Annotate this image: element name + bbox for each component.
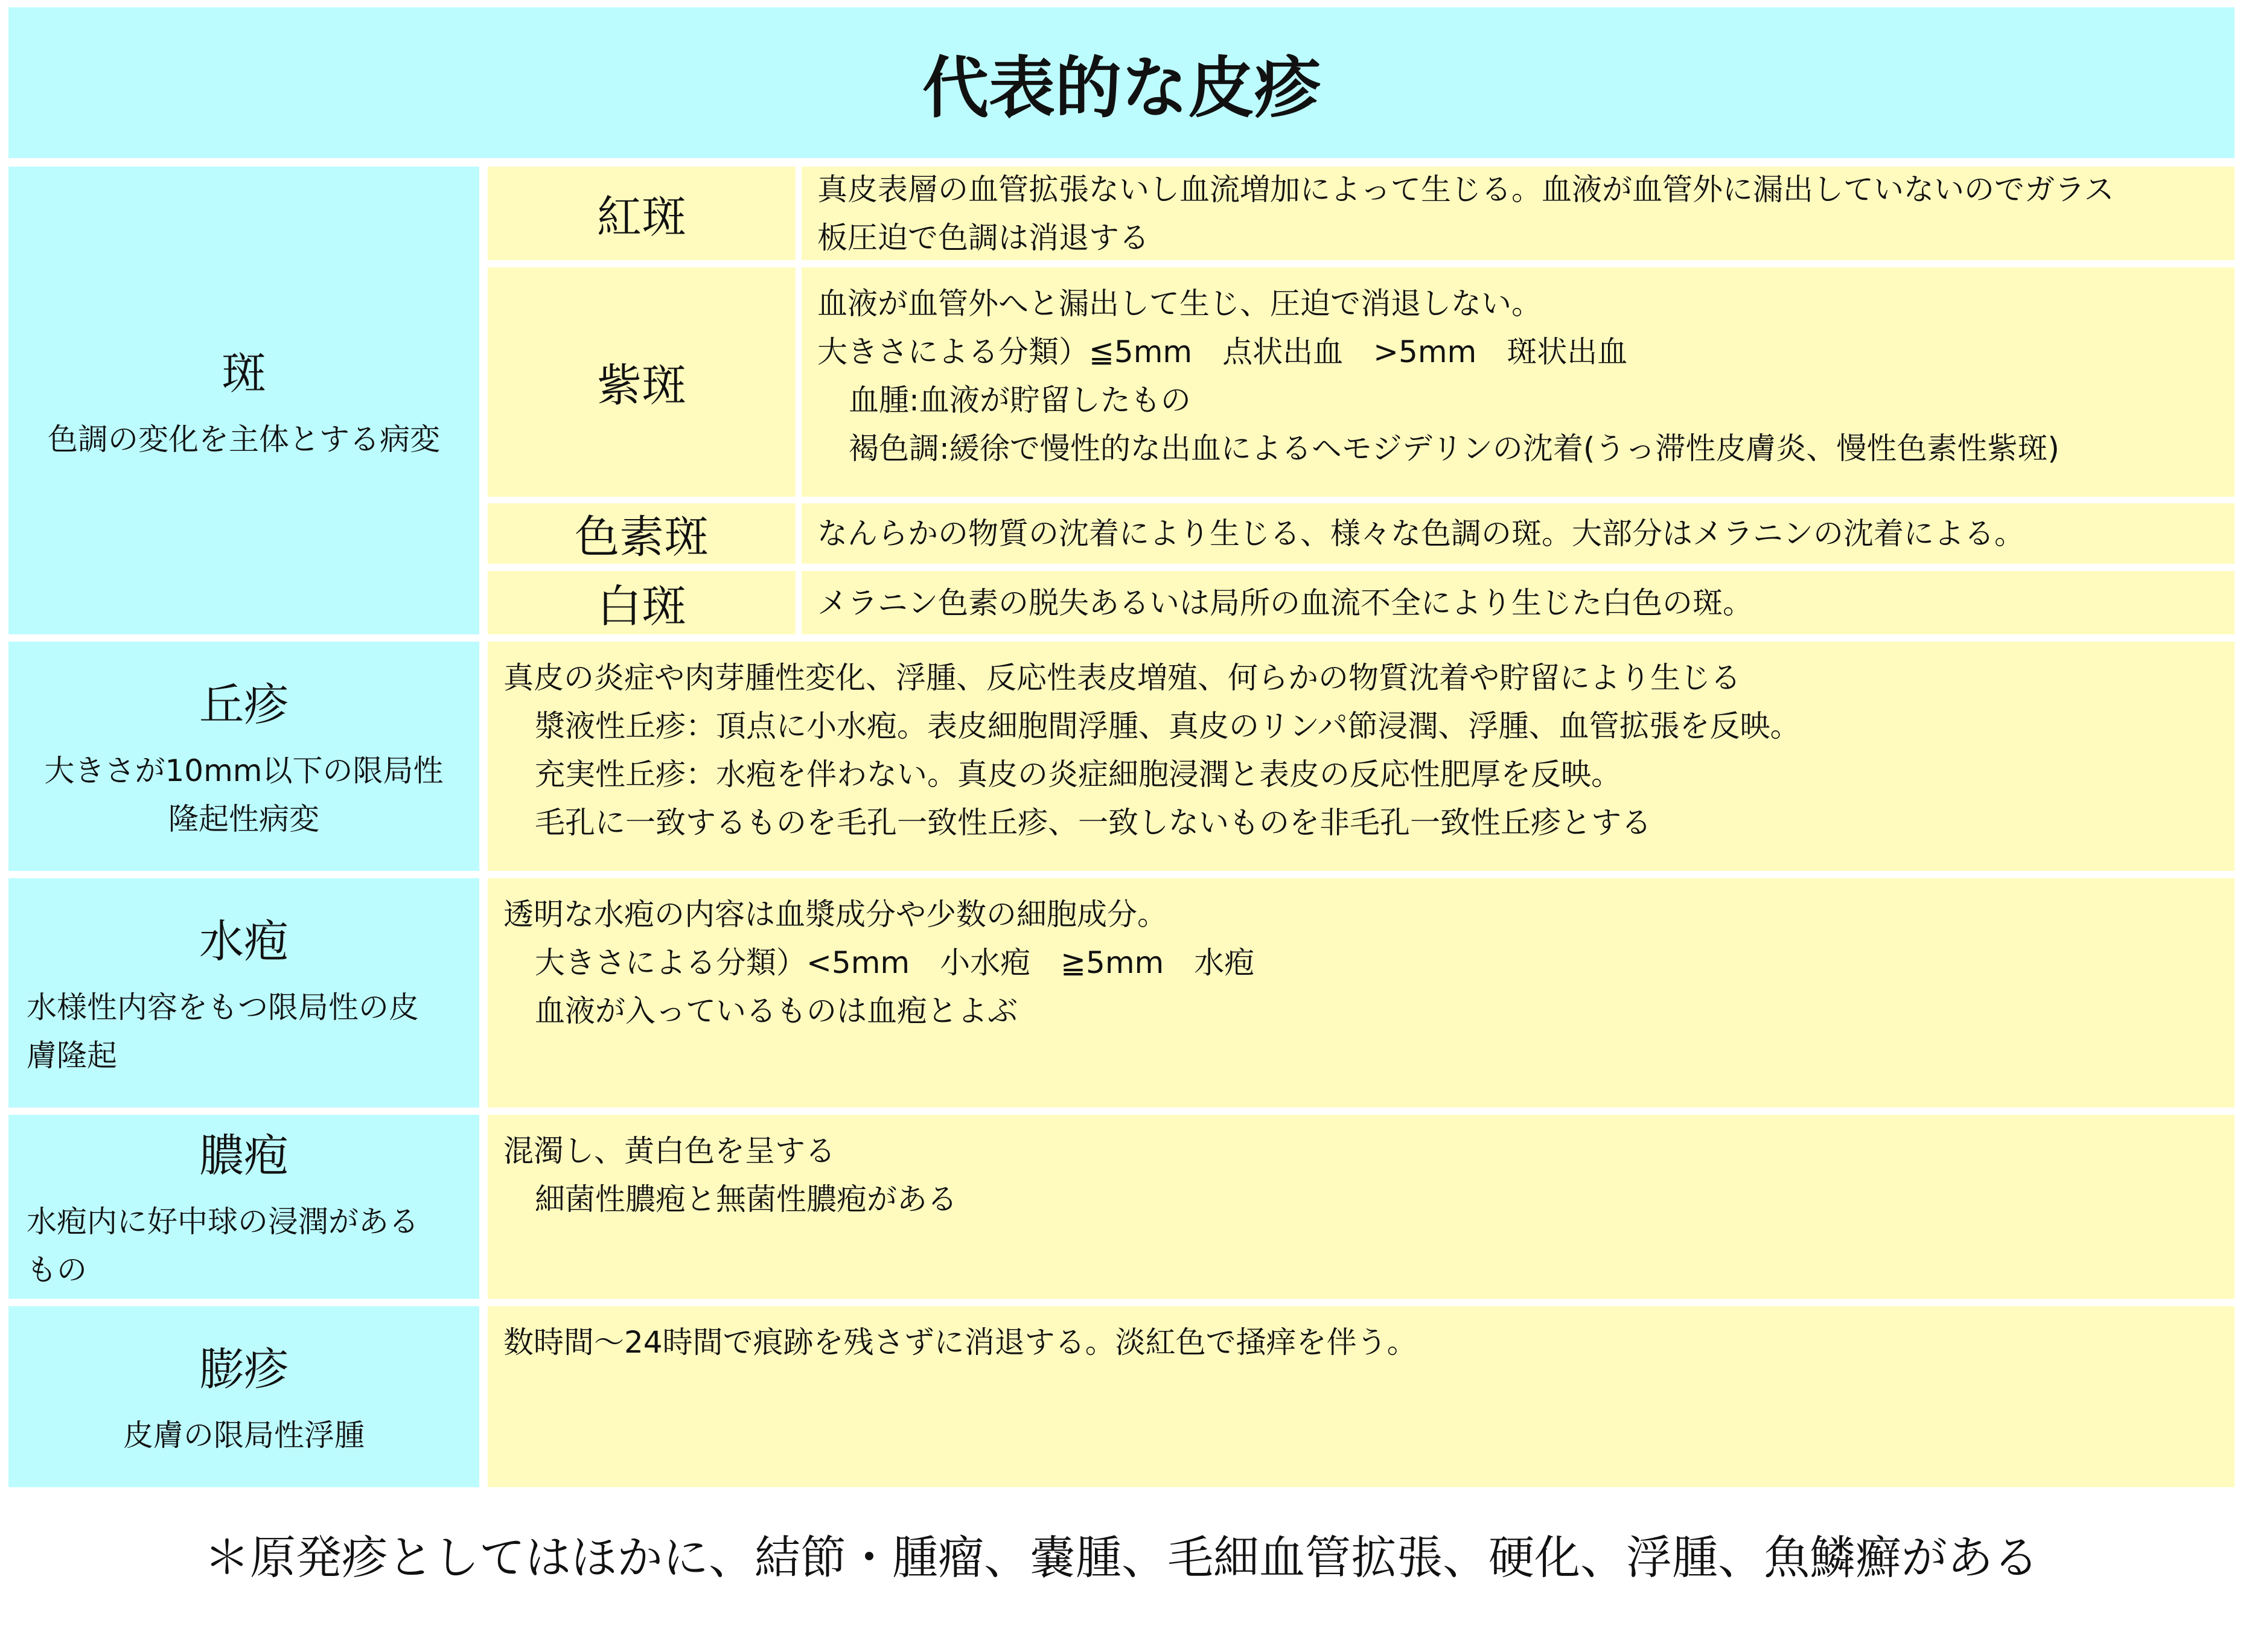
text-line: 血腫:血液が貯留したもの: [849, 383, 1191, 418]
text-line: 細菌性膿疱と無菌性膿疱がある: [535, 1182, 957, 1217]
text-line: 大きさによる分類）≦5mm 点状出血 >5mm 斑状出血: [817, 334, 1628, 369]
text-line: 血液が血管外へと漏出して生じ、圧迫で消退しない。: [817, 286, 1542, 321]
text-line: 充実性丘疹：水疱を伴わない。真皮の炎症細胞浸潤と表皮の反応性肥厚を反映。: [535, 757, 1621, 792]
category-desc: 皮膚の限局性浮腫: [123, 1418, 365, 1453]
text-line: 褐色調:緩徐で慢性的な出血によるヘモジデリンの沈着(うっ滞性皮膚炎、慢性色素性紫斑): [849, 431, 2060, 466]
page-title: 代表的な皮疹: [8, 7, 2235, 158]
text-line: 血液が入っているものは血疱とよぶ: [535, 993, 1018, 1029]
category-name: 丘疹: [199, 679, 289, 731]
subtype-shikisohan: 色素斑: [488, 503, 796, 564]
category-name: 斑: [222, 347, 266, 400]
category-desc: 水様性内容をもつ限局性の皮 膚隆起: [27, 990, 419, 1073]
text-line: 透明な水疱の内容は血漿成分や少数の細胞成分。: [503, 897, 1167, 932]
text-line: 漿液性丘疹：頂点に小水疱。表皮細胞間浮腫、真皮のリンパ節浸潤、浮腫、血管拡張を反映。: [535, 709, 1801, 744]
category-suiho: [8, 878, 479, 1108]
category-desc: 色調の変化を主体とする病変: [48, 421, 440, 457]
text-line: 毛孔に一致するものを毛孔一致性丘疹、一致しないものを非毛孔一致性丘疹とする: [535, 805, 1651, 840]
category-name: 膨疹: [199, 1344, 289, 1395]
subtype-hakuhan: 白斑: [488, 571, 796, 634]
desc-suiho: [488, 878, 2235, 1108]
text-line: なんらかの物質の沈着により生じる、様々な色調の斑。大部分はメラニンの沈着による。: [817, 516, 2024, 551]
text-line: 板圧迫で色調は消退する: [817, 220, 1149, 255]
category-desc: 大きさが10mm以下の限局性 隆起性病変: [44, 753, 444, 837]
category-noho: [8, 1115, 479, 1299]
desc-kyushin: [488, 642, 2235, 871]
text-line: 混濁し、黄白色を呈する: [503, 1134, 835, 1169]
footnote: ＊原発疹としてはほかに、結節・腫瘤、嚢腫、毛細血管拡張、硬化、浮腫、魚鱗癬がある: [204, 1531, 2039, 1584]
category-bokushin: [8, 1306, 479, 1487]
category-name: 水疱: [199, 916, 289, 968]
category-desc: 水疱内に好中球の浸潤がある もの: [27, 1204, 419, 1287]
desc-shikisohan: [802, 503, 2235, 564]
subtype-shihan: 紫斑: [488, 267, 796, 497]
text-line: 大きさによる分類）<5mm 小水疱 ≧5mm 水疱: [535, 945, 1255, 980]
text-line: 真皮の炎症や肉芽腫性変化、浮腫、反応性表皮増殖、何らかの物質沈着や貯留により生じる: [503, 660, 1741, 695]
text-line: 真皮表層の血管拡張ないし血流増加によって生じる。血液が血管外に漏出していないのでガラス: [817, 171, 2114, 207]
category-kyushin: [8, 642, 479, 871]
desc-noho: [488, 1115, 2235, 1299]
subtype-kohan: 紅斑: [488, 167, 796, 260]
desc-shihan: [802, 267, 2235, 497]
desc-kohan: [802, 167, 2235, 260]
desc-hakuhan: [802, 571, 2235, 634]
text-line: メラニン色素の脱失あるいは局所の血流不全により生じた白色の斑。: [817, 585, 1753, 620]
category-name: 膿疱: [199, 1129, 289, 1182]
desc-bokushin: [488, 1306, 2235, 1487]
category-han: [8, 167, 479, 634]
text-line: 数時間〜24時間で痕跡を残さずに消退する。淡紅色で掻痒を伴う。: [503, 1325, 1417, 1360]
